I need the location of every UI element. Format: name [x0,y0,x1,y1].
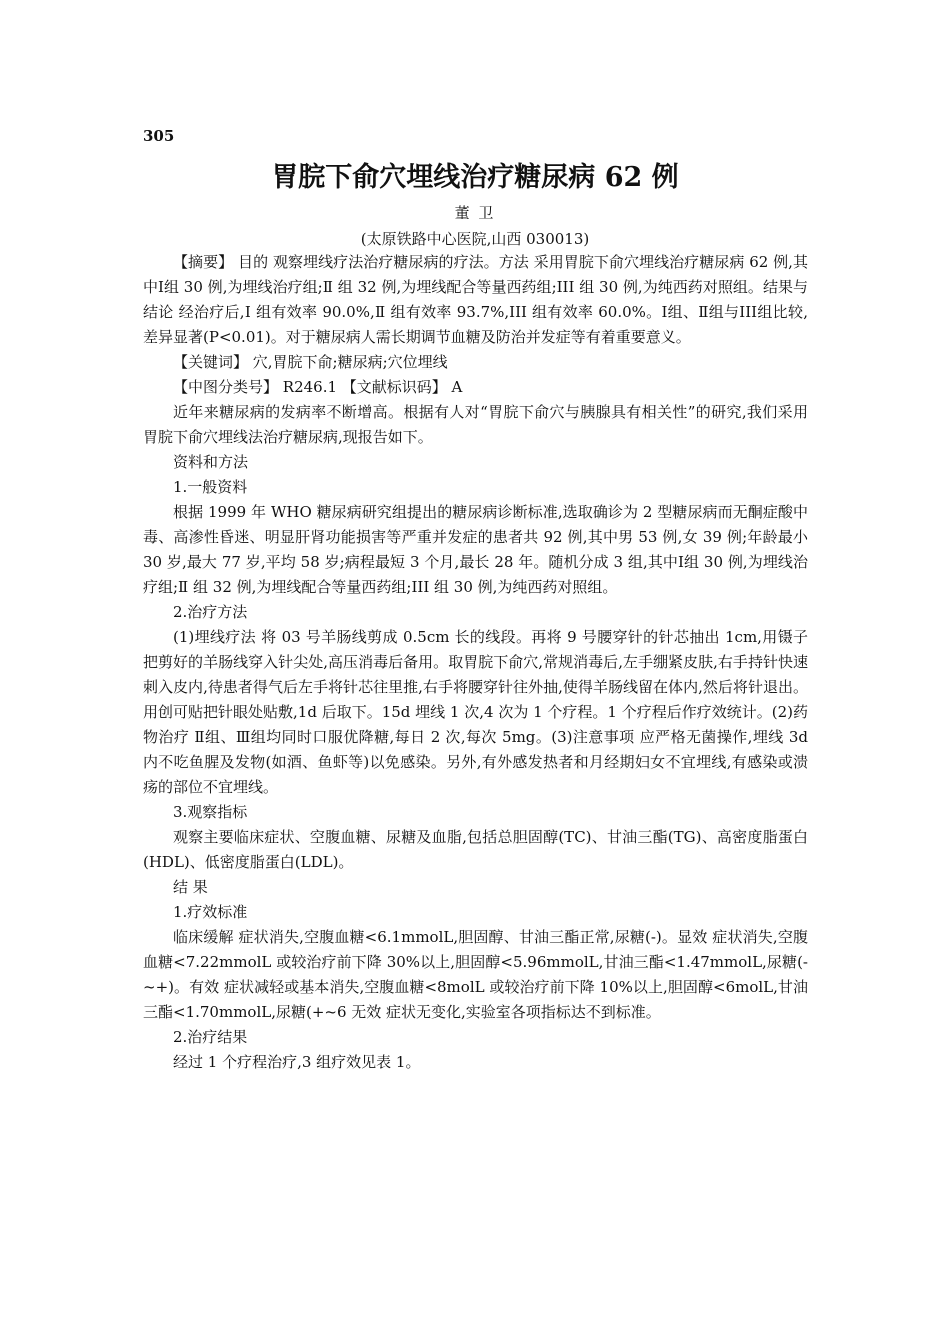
author: 董 卫 [454,204,496,222]
article-title: 胃脘下俞穴埋线治疗糖尿病 62 例 [271,162,679,193]
classification: 【中图分类号】 R246.1 【文献标识码】 A [173,378,463,396]
section-heading-methods: 资料和方法 [173,453,249,471]
subheading-observation: 3.观察指标 [173,803,248,821]
page-number: 305 [143,127,175,145]
efficacy-criteria-paragraph: 临床缓解 症状消失,空腹血糖<6.1mmolL,胆固醇、甘油三酯正常,尿糖(-)。显效 症状消失,空腹血糖<7.22mmolL 或较治疗前下降 30%以上,胆固醇<5.96mmolL,甘油三酯<1.47mmolL,尿糖(-~+)。有效 症状减轻或基本消失,空腹血糖<8molL 或较治疗前下降 10%以上,胆固醇<6molL,甘油三酯<1.70mmolL,尿糖(+~6 无效 症状无变化,实验室各项指标达不到标准。 [143,928,808,1021]
affiliation: (太原铁路中心医院,山西 030013) [360,230,590,248]
abstract: 【摘要】 目的 观察埋线疗法治疗糖尿病的疗法。方法 采用胃脘下俞穴埋线治疗糖尿病 62 例,其中Ⅰ组 30 例,为埋线治疗组;Ⅱ 组 32 例,为埋线配合等量西药组;III 组 30 例,为纯西药对照组。结果与结论 经治疗后,Ⅰ 组有效率 90.0%,Ⅱ 组有效率 93.7%,III 组有效率 60.0%。Ⅰ组、Ⅱ组与III组比较,差异显著(P<0.01)。对于糖尿病人需长期调节血糖及防治并发症等有着重要意义。 [143,253,808,346]
treatment-results-paragraph: 经过 1 个疗程治疗,3 组疗效见表 1。 [173,1053,421,1071]
subheading-general-data: 1.一般资料 [173,478,248,496]
general-data-paragraph: 根据 1999 年 WHO 糖尿病研究组提出的糖尿病诊断标准,选取确诊为 2 型糖尿病而无酮症酸中毒、高渗性昏迷、明显肝肾功能损害等严重并发症的患者共 92 例,其中男 53 例,女 39 例;年龄最小 30 岁,最大 77 岁,平均 58 岁;病程最短 3 个月,最长 28 年。随机分成 3 组,其中Ⅰ组 30 例,为埋线治疗组;Ⅱ 组 32 例,为埋线配合等量西药组;III 组 30 例,为纯西药对照组。 [143,503,808,596]
observation-paragraph: 观察主要临床症状、空腹血糖、尿糖及血脂,包括总胆固醇(TC)、甘油三酯(TG)、高密度脂蛋白(HDL)、低密度脂蛋白(LDL)。 [143,828,808,871]
section-heading-results: 结 果 [173,878,208,896]
intro-paragraph: 近年来糖尿病的发病率不断增高。根据有人对“胃脘下俞穴与胰腺具有相关性”的研究,我们采用胃脘下俞穴埋线法治疗糖尿病,现报告如下。 [143,403,808,446]
treatment-method-paragraph: (1)埋线疗法 将 03 号羊肠线剪成 0.5cm 长的线段。再将 9 号腰穿针的针芯抽出 1cm,用镊子把剪好的羊肠线穿入针尖处,高压消毒后备用。取胃脘下俞穴,常规消毒后,左手绷紧皮肤,右手持针快速刺入皮内,待患者得气后左手将针芯往里推,右手将腰穿针往外抽,使得羊肠线留在体内,然后将针退出。用创可贴把针眼处贴敷,1d 后取下。15d 埋线 1 次,4 次为 1 个疗程。1 个疗程后作疗效统计。(2)药物治疗 Ⅱ组、Ⅲ组均同时口服优降糖,每日 2 次,每次 5mg。(3)注意事项 应严格无菌操作,埋线 3d 内不吃鱼腥及发物(如酒、鱼虾等)以免感染。另外,有外感发热者和月经期妇女不宜埋线,有感染或溃疡的部位不宜埋线。 [143,628,808,796]
subheading-efficacy-criteria: 1.疗效标准 [173,903,248,921]
subheading-treatment-method: 2.治疗方法 [173,603,248,621]
keywords: 【关键词】 穴,胃脘下俞;糖尿病;穴位埋线 [173,353,448,371]
subheading-treatment-results: 2.治疗结果 [173,1028,248,1046]
article-body [143,250,808,1075]
